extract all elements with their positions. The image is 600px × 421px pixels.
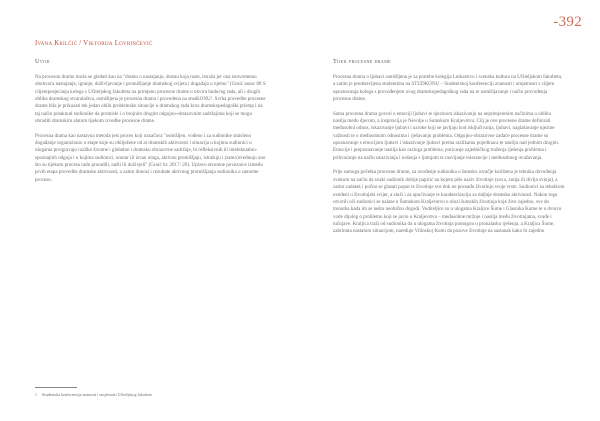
paragraph: Procesna drama kao nastavna metoda jest proces koji označava "osmišljen, vođeno i za sudionike smisleno događanje organizirano u etape koje su obilježene od al dramskih aktivnosti i situacija u kojima sudionici u ulogama proigravaju razlike životne i globalne i dramsko obrazovne sadržaje, bi refleksivnih ili intelektualno-spoznajnih odgoja i u kojima sudionici, unutar ili izvan uloga, aktivno promišljaju, istražuju i (samo)vrednuju ono što su tijekom procesa radu proradili, našli ili doživjeli" (Gruić br. 2017: 20). Upravo stvorene poveznice između prvih etapa provedbe dramske aktivnosti, a zatim donosi i rezultate aktivnog promišljanja sudionika o samome procesu.	[35, 132, 266, 183]
footnote-divider	[35, 387, 77, 388]
footnote-text: Studentska konferencija znanosti i umjetnosti Učiteljskog fakulteta	[42, 392, 152, 397]
paragraph: Prije samoga početka procesne drame, za uvođenje sudionika u šumsko ozračje korištena je tehnika dovođenja zvukom na način da svaki sudionik dobije papirić na kojem piše naziv životinje (sova, zmija ili divlja svinja), a zatim zadatak i počnu se glasati poput te životinje sve dok ne pronađu životinju svoje vrste. Sudionici su tehnikom uvedeni u životinjski svijet, a služi i za upućivanje te karakterizaciju za daljnje dramske aktivnosti. Nakon toga otvorili oči sudionici se nalaze u Šumskom Kraljevstvu u ulozi šumskih životinja koje žive zajedno, sve do trenutka kada im se nešto neobično dogodi. Voditeljice su u ulogama Kraljice Šume i Glasnika Kume te u dvorcu vode dijalog o problemu koji se javio u Kraljevstvu – međusobne mržnje i nasilja među životinjama, svađe i tučnjave. Kraljica traži od sudionika da u ulogama životinja pomognu u pronalasku rješenja, a Kraljica Šume, zabrinuta nastalom situacijom, naređuje Vilinskoj Kumi da pozove životinje na sastanak kako bi zajedno	[333, 169, 565, 235]
page-number: -392	[553, 14, 582, 30]
section-heading-tijek: Tijek procesne drame	[333, 58, 391, 65]
running-header-authors: Ivana Krilčić / Viktorija Lovrinčević	[35, 40, 153, 47]
paragraph: Sama procesna drama govori o emociji ljubavi te njezinom iskazivanju na neprimjerenim načinima u obliku nasilja među djecom, a inspiracija je Nevolje u Sumskom Kraljevstvu. Cilj je ove procesne drame definirati međusobni odnos, iskazivanje ljubavi i uzroke koji se javljaju kod isključivanja, ljubavi, naglašavanje njezine važnosti te o međusobnim odnosima i rješavanju problema. Odgojno-obrazovne zadaće procesne drame su upoznavanje s emocijom ljubavi i iskazivanje ljubavi prema razlikama pojedinaca te nasilju nad jednim drugim. Emocije i prepoznavanje nasilja kao razloga problema, poticanje zajedničkog traženja rješenja problema i prihvaćanje na način ukazivanja i nošenja s ljutnjom te razvijanje tolerancije i međusobnog uvažavanja.	[333, 110, 560, 161]
footnote	[35, 392, 152, 397]
section-heading-uvod: Uvod	[35, 58, 50, 65]
paragraph: Na procesnu dramu može se gledati kao na "dramu u nastajanju, dramu koja raste, istraža jer ona istovremeno obuhvaća nastajanje, igranje, doživljavanje i promišljanje dramskog svijeta i događaja u njemu" (Gruić assoc 08 S ciljemposjećanja kolega s Učiteljskog fakulteta na primjenu procesne drame u okviru budućeg rada, ali i drugih oblika dramskog stvaralaštva, osmišljena je procesna drama i provedena na stusKONU¹. Svrha provedbe procesne drame bila je prikazati tek jedan oblik problemske situacije u dramskog rada kroz dramskopedagoški pristup i na taj način potaknuti sudionike da promisle i o brojnim drugim odgojno-obrazovnim sadržajima koji se mogu obraditi dramskim alatom tijekom izvedbe procesne drame.	[35, 74, 266, 125]
paragraph: Procesna drama o ljubavi osmišljena je za potrebe kolegija Lutkarstvo i scenska kultura na Učiteljskom fakultetu, a zatim je predstavljena studentima na STUDKONU – Studentskoj konferenciji znanosti i umjetnosti s ciljem upoznavanja kolega s provođenjem ovog dramskopedagoškog rada na te osmišljavanje i način provođenja procesne drame.	[333, 74, 563, 103]
right-column	[333, 58, 565, 236]
footnote-number: 1	[35, 392, 38, 397]
left-column	[35, 58, 267, 184]
